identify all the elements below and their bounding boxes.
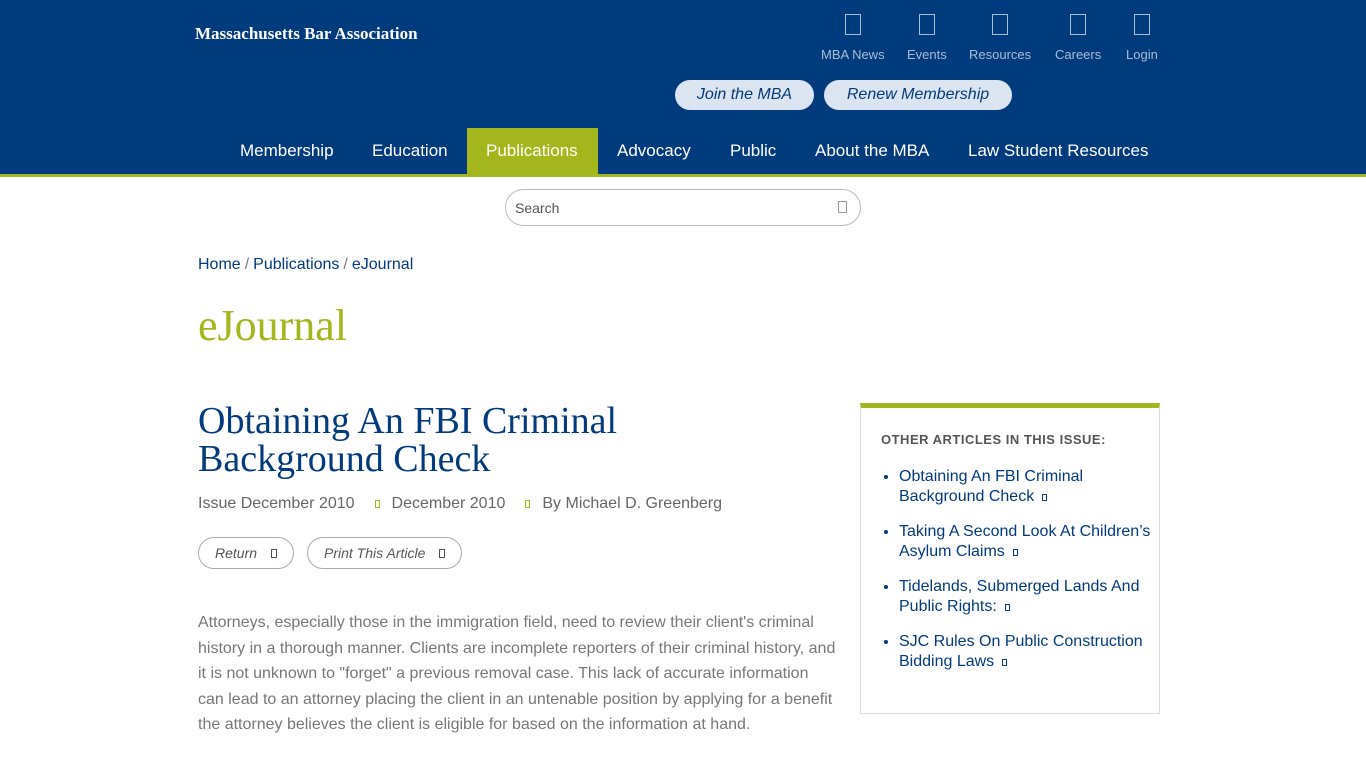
renew-button[interactable]: Renew Membership: [824, 80, 1012, 110]
utility-label: Resources: [969, 47, 1032, 62]
print-label: Print This Article: [324, 545, 426, 561]
utility-label: Careers: [1055, 47, 1102, 62]
nav-membership[interactable]: Membership: [240, 141, 334, 160]
arrow-icon: [1005, 604, 1010, 611]
calendar-icon: [919, 14, 935, 35]
article-issue: Issue December 2010: [198, 495, 355, 512]
utility-events[interactable]: [907, 14, 947, 62]
article-link-label: Taking A Second Look At Children’s Asylum Claims: [899, 523, 1151, 560]
other-articles-panel: [860, 403, 1160, 714]
utility-login[interactable]: [1126, 14, 1158, 62]
nav-law-student[interactable]: Law Student Resources: [968, 141, 1149, 160]
sidebar-article-link[interactable]: [899, 467, 1159, 507]
article-link-label: SJC Rules On Public Construction Bidding Laws: [899, 633, 1143, 670]
nav-publications[interactable]: Publications: [467, 128, 598, 174]
sidebar-article-link[interactable]: [899, 522, 1159, 562]
nav-education[interactable]: Education: [372, 141, 448, 160]
print-icon: [439, 549, 445, 558]
accent-bar: [0, 174, 1366, 177]
sidebar-article-link[interactable]: [899, 577, 1159, 617]
utility-label: MBA News: [821, 47, 885, 62]
sidebar-article-link[interactable]: [899, 632, 1159, 672]
resources-icon: [992, 14, 1008, 35]
utility-resources[interactable]: [969, 14, 1031, 62]
article-date: December 2010: [391, 495, 506, 512]
nav-advocacy[interactable]: Advocacy: [617, 141, 691, 160]
utility-label: Events: [907, 47, 947, 62]
article-meta: [198, 495, 722, 513]
return-button[interactable]: [198, 537, 294, 569]
calendar-icon: [375, 500, 380, 508]
briefcase-icon: [1070, 14, 1086, 35]
breadcrumb-home[interactable]: Home: [198, 256, 241, 273]
utility-careers[interactable]: [1055, 14, 1101, 62]
arrow-icon: [1002, 659, 1007, 666]
user-icon: [1134, 14, 1150, 35]
user-icon: [525, 500, 530, 508]
breadcrumb-publications[interactable]: Publications: [253, 256, 340, 273]
arrow-icon: [1013, 549, 1018, 556]
article-link-label: Tidelands, Submerged Lands And Public Rights:: [899, 578, 1140, 615]
search-input[interactable]: [505, 189, 861, 226]
search-placeholder: Search: [515, 200, 560, 216]
nav-about[interactable]: About the MBA: [815, 141, 930, 160]
article-author: By Michael D. Greenberg: [542, 495, 723, 512]
section-title: eJournal: [198, 301, 348, 350]
news-icon: [845, 14, 861, 35]
utility-mba-news[interactable]: [821, 14, 885, 62]
breadcrumb: Home / Publications / eJournal: [198, 256, 414, 273]
nav-public[interactable]: Public: [730, 141, 777, 160]
site-header: [0, 0, 1366, 174]
search-icon[interactable]: [838, 201, 847, 213]
breadcrumb-ejournal[interactable]: eJournal: [351, 256, 414, 273]
join-button[interactable]: Join the MBA: [675, 80, 814, 110]
sidebar-title: OTHER ARTICLES IN THIS ISSUE:: [881, 432, 1106, 447]
site-logo[interactable]: Massachusetts Bar Association: [195, 24, 418, 43]
article-link-label: Obtaining An FBI Criminal Background Check: [899, 468, 1084, 505]
arrow-icon: [1042, 494, 1047, 501]
return-label: Return: [215, 545, 258, 561]
article-body: Attorneys, especially those in the immigration field, need to review their client's criminal history in a thorough manner. Clients are incomplete reporters of their criminal history, and it is not unknown to "forget" a previous removal case. This lack of accurate information can lead to an attorney placing the client in an untenable position by applying for a benefit the attorney believes the client is eligible for based on the information at hand.: [198, 614, 836, 734]
utility-label: Login: [1126, 47, 1158, 62]
article-title: Obtaining An FBI Criminal Background Check: [198, 400, 618, 480]
return-icon: [271, 549, 277, 558]
print-button[interactable]: [307, 537, 462, 569]
